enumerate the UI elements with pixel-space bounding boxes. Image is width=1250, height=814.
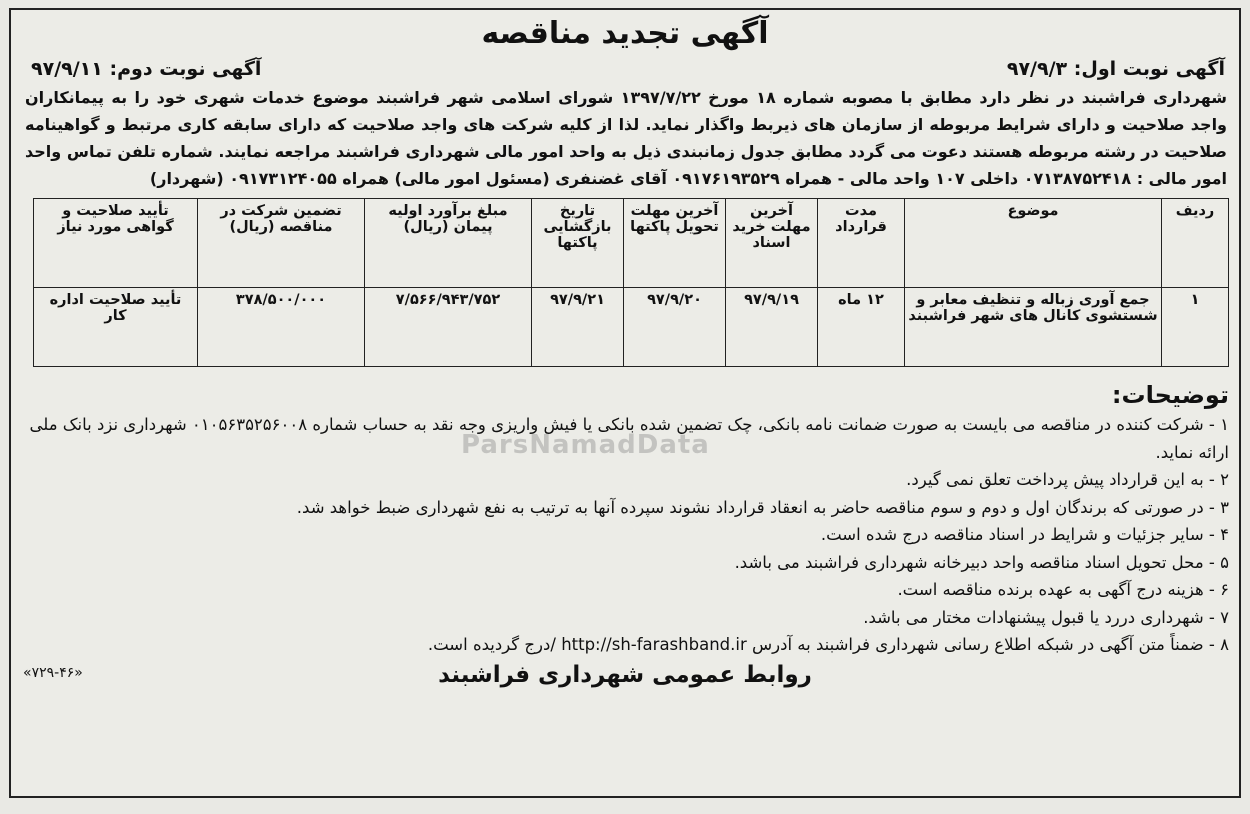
notice-title: آگهی تجدید مناقصه — [481, 16, 769, 51]
note-item: ۴ - سایر جزئیات و شرایط در اسناد مناقصه درج شده است. — [820, 525, 1229, 544]
tender-table — [33, 198, 1229, 367]
notes-heading: توضیحات: — [1111, 381, 1229, 409]
intro-paragraph: شهرداری فراشبند در نظر دارد مطابق با مصوبه شماره ۱۸ مورخ ۱۳۹۷/۷/۲۲ شورای اسلامی شهر فراشبند موضوع خدمات شهری خود را به پیمانکاران واجد صلاحیت و دارای شرایط مربوطه از سازمان های ذیربط واگذار نماید. لذا از کلیه شرکت های واجد صلاحیت که دارای سابقه کاری مرتبط و گواهینامه صلاحیت در رشته مربوطه هستند دعوت می گردد مطابق جدول زمانبندی ذیل به واحد امور مالی شهرداری فراشبند مراجعه نمایند. شماره تلفن تماس واحد امور مالی : ۰۷۱۳۸۷۵۲۴۱۸ داخلی ۱۰۷ واحد مالی - همراه ۰۹۱۷۶۱۹۳۵۲۹ آقای غضنفری (مسئول امور مالی) همراه ۰۹۱۷۳۱۲۴۰۵۵ (شهردار) — [25, 88, 1227, 188]
header-estimated-amount: مبلغ برآورد اولیه پیمان (ریال) — [365, 199, 532, 288]
header-subject: موضوع — [905, 199, 1162, 288]
header-opening-date: تاریخ بازگشایی پاکتها — [532, 199, 624, 288]
watermark: ParsNamadData — [461, 430, 710, 460]
cell-row-number: ۱ — [1162, 288, 1229, 367]
cell-purchase-deadline: ۹۷/۹/۱۹ — [726, 288, 818, 367]
header-contract-duration: مدت قرارداد — [818, 199, 905, 288]
header-row-number: ردیف — [1162, 199, 1229, 288]
footer-title: روابط عمومی شهرداری فراشبند — [438, 661, 812, 688]
table-row — [34, 288, 1229, 367]
footer — [11, 659, 1239, 691]
note-item: ۳ - در صورتی که برندگان اول و دوم و سوم مناقصه حاضر به انعقاد قرارداد نشوند سپرده آنها به ترتیب به نفع شهرداری ضبط خواهد شد. — [296, 497, 1229, 517]
cell-contract-duration: ۱۲ ماه — [818, 288, 905, 367]
table-header-row — [34, 199, 1229, 288]
note-item: ۸ - ضمناً متن آگهی در شبکه اطلاع رسانی شهرداری فراشبند به آدرس http://sh-farashband.ir /درج گردیده است. — [427, 635, 1229, 654]
dates-row — [11, 54, 1239, 84]
note-item: ۷ - شهرداری دررد یا قبول پیشنهادات مختار می باشد. — [863, 607, 1229, 627]
cell-submission-deadline: ۹۷/۹/۲۰ — [624, 288, 726, 367]
note-item: ۲ - به این قرارداد پیش پرداخت تعلق نمی گیرد. — [906, 470, 1229, 489]
header-guarantee: تضمین شرکت در مناقصه (ریال) — [198, 199, 365, 288]
second-publication-date: آگهی نوبت دوم: ۹۷/۹/۱۱ — [31, 58, 262, 80]
header-purchase-deadline: آخرین مهلت خرید اسناد — [726, 199, 818, 288]
cell-subject: جمع آوری زباله و تنظیف معابر و شستشوی کانال های شهر فراشبند — [905, 288, 1162, 367]
cell-guarantee: ۳۷۸/۵۰۰/۰۰۰ — [198, 288, 365, 367]
footer-code: «۷۲۹-۴۶» — [23, 664, 83, 681]
cell-opening-date: ۹۷/۹/۲۱ — [532, 288, 624, 367]
first-publication-date: آگهی نوبت اول: ۹۷/۹/۳ — [1006, 58, 1225, 80]
header-submission-deadline: آخرین مهلت تحویل پاکتها — [624, 199, 726, 288]
note-item: ۶ - هزینه درج آگهی به عهده برنده مناقصه است. — [897, 580, 1229, 599]
header-qualification: تأیید صلاحیت و گواهی مورد نیاز — [34, 199, 198, 288]
note-item: ۱ - شرکت کننده در مناقصه می بایست به صورت ضمانت نامه بانکی، چک تضمین شده بانکی یا فیش واریزی وجه نقد به حساب شماره ۰۱۰۵۶۳۵۲۵۶۰۰۸ شهرداری نزد بانک ملی ارائه نماید. — [29, 415, 1229, 462]
cell-qualification: تأیید صلاحیت اداره کار — [34, 288, 198, 367]
tender-notice — [9, 8, 1241, 798]
cell-estimated-amount: ۷/۵۶۶/۹۴۳/۷۵۲ — [365, 288, 532, 367]
note-item: ۵ - محل تحویل اسناد مناقصه واحد دبیرخانه شهرداری فراشبند می باشد. — [734, 552, 1229, 572]
